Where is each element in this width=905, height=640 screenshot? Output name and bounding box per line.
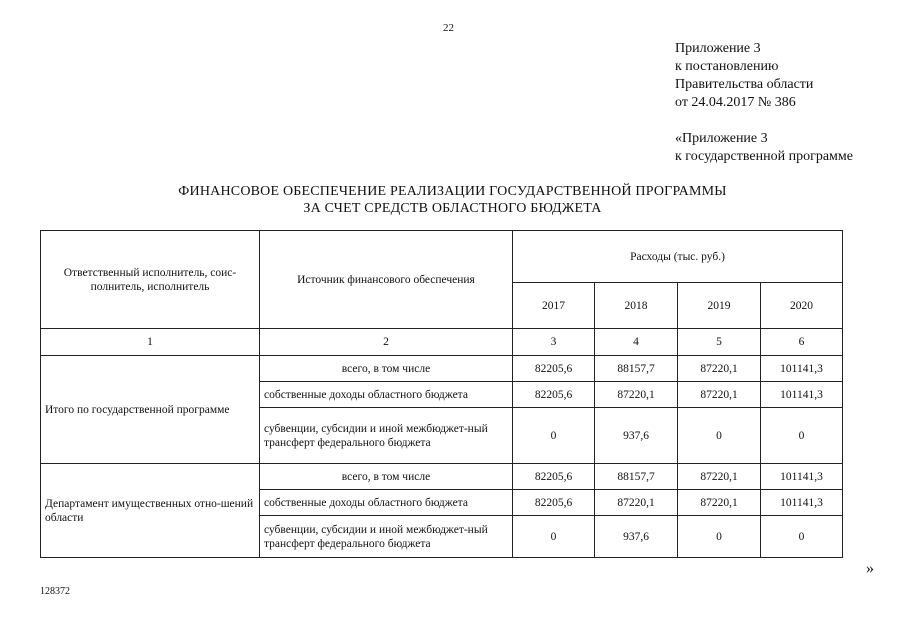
value-cell: 101141,3	[761, 490, 843, 516]
appendix-line: «Приложение 3	[675, 131, 768, 146]
value-cell: 937,6	[595, 408, 678, 464]
value-cell: 87220,1	[678, 382, 761, 408]
executor-cell: Департамент имущественных отно-шений области	[41, 464, 260, 558]
column-number: 6	[761, 329, 843, 356]
value-cell: 82205,6	[513, 356, 595, 382]
document-title	[0, 183, 905, 217]
table-row	[41, 464, 843, 490]
header-year: 2017	[513, 283, 595, 329]
page-number: 22	[443, 22, 454, 34]
value-cell: 87220,1	[595, 382, 678, 408]
title-line: ФИНАНСОВОЕ ОБЕСПЕЧЕНИЕ РЕАЛИЗАЦИИ ГОСУДАРСТВЕННОЙ ПРОГРАММЫ	[178, 184, 727, 199]
header-executor: Ответственный исполнитель, соис-полнитель, исполнитель	[41, 231, 260, 329]
value-cell: 0	[761, 408, 843, 464]
value-cell: 82205,6	[513, 464, 595, 490]
value-cell: 101141,3	[761, 464, 843, 490]
value-cell: 87220,1	[678, 490, 761, 516]
value-cell: 87220,1	[678, 356, 761, 382]
value-cell: 101141,3	[761, 356, 843, 382]
value-cell: 87220,1	[678, 464, 761, 490]
value-cell: 0	[513, 516, 595, 558]
source-cell: всего, в том числе	[260, 356, 513, 382]
header-year: 2018	[595, 283, 678, 329]
value-cell: 101141,3	[761, 382, 843, 408]
header-year: 2020	[761, 283, 843, 329]
value-cell: 0	[513, 408, 595, 464]
value-cell: 82205,6	[513, 490, 595, 516]
header-expenses: Расходы (тыс. руб.)	[513, 231, 843, 283]
appendix-line: от 24.04.2017 № 386	[675, 95, 796, 110]
column-number-row	[41, 329, 843, 356]
value-cell: 0	[761, 516, 843, 558]
column-number: 4	[595, 329, 678, 356]
value-cell: 82205,6	[513, 382, 595, 408]
source-cell: собственные доходы областного бюджета	[260, 490, 513, 516]
appendix-line: Правительства области	[675, 77, 814, 92]
finance-table	[40, 230, 843, 558]
document-code: 128372	[40, 586, 70, 597]
title-line: ЗА СЧЕТ СРЕДСТВ ОБЛАСТНОГО БЮДЖЕТА	[303, 201, 602, 216]
header-year: 2019	[678, 283, 761, 329]
value-cell: 937,6	[595, 516, 678, 558]
column-number: 5	[678, 329, 761, 356]
header-source: Источник финансового обеспечения	[260, 231, 513, 329]
column-number: 2	[260, 329, 513, 356]
value-cell: 87220,1	[595, 490, 678, 516]
appendix-line: к постановлению	[675, 59, 779, 74]
value-cell: 0	[678, 408, 761, 464]
appendix-block	[675, 40, 853, 166]
value-cell: 88157,7	[595, 464, 678, 490]
source-cell: всего, в том числе	[260, 464, 513, 490]
table-row	[41, 356, 843, 382]
value-cell: 0	[678, 516, 761, 558]
executor-cell: Итого по государственной программе	[41, 356, 260, 464]
closing-quote: »	[866, 560, 874, 577]
column-number: 3	[513, 329, 595, 356]
value-cell: 88157,7	[595, 356, 678, 382]
source-cell: собственные доходы областного бюджета	[260, 382, 513, 408]
source-cell: субвенции, субсидии и иной межбюджет-ный трансферт федерального бюджета	[260, 408, 513, 464]
appendix-line: к государственной программе	[675, 149, 853, 164]
appendix-line: Приложение 3	[675, 41, 761, 56]
column-number: 1	[41, 329, 260, 356]
source-cell: субвенции, субсидии и иной межбюджет-ный трансферт федерального бюджета	[260, 516, 513, 558]
